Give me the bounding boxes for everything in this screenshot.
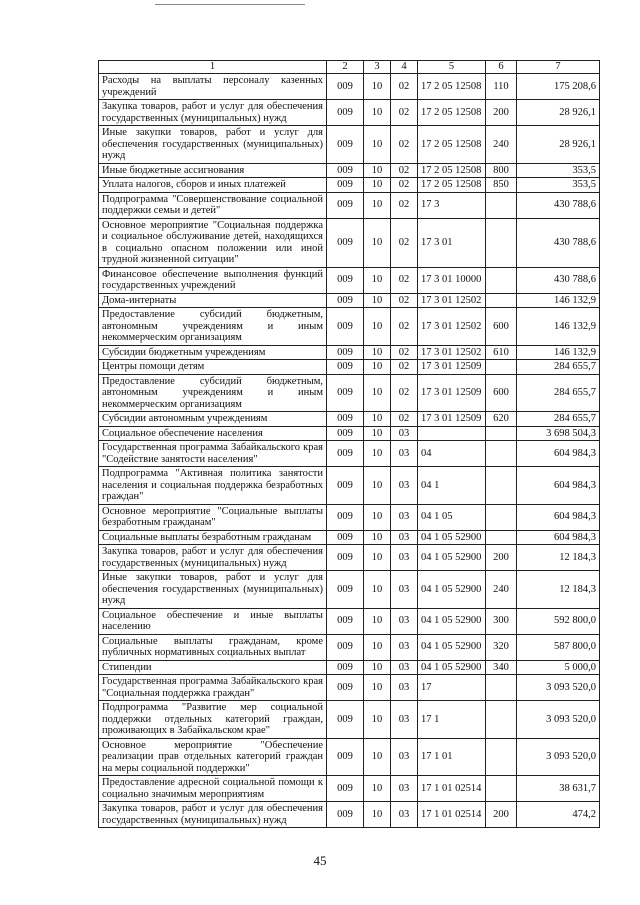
subsection-code-cell: 02	[391, 360, 418, 375]
target-article-cell: 17 3	[418, 192, 486, 218]
admin-code-cell: 009	[327, 163, 364, 178]
amount-cell: 3 093 520,0	[517, 675, 600, 701]
admin-code-cell: 009	[327, 374, 364, 412]
row-name-cell: Закупка товаров, работ и услуг для обеспечения государственных (муниципальных) нужд	[99, 802, 327, 828]
row-name-cell: Предоставление субсидий бюджетным, автономным учреждениям и иным некоммерческим организациям	[99, 308, 327, 346]
subsection-code-cell: 03	[391, 530, 418, 545]
section-code-cell: 10	[364, 126, 391, 164]
target-article-cell: 17 3 01 12502	[418, 293, 486, 308]
amount-cell: 175 208,6	[517, 74, 600, 100]
table-row	[99, 426, 600, 441]
amount-cell: 146 132,9	[517, 293, 600, 308]
row-name-cell: Закупка товаров, работ и услуг для обеспечения государственных (муниципальных) нужд	[99, 545, 327, 571]
expense-type-cell: 610	[486, 345, 517, 360]
amount-cell: 587 800,0	[517, 634, 600, 660]
expense-type-cell	[486, 467, 517, 505]
admin-code-cell: 009	[327, 218, 364, 267]
section-code-cell: 10	[364, 163, 391, 178]
admin-code-cell: 009	[327, 360, 364, 375]
amount-cell: 12 184,3	[517, 545, 600, 571]
table-row	[99, 467, 600, 505]
row-name-cell: Социальные выплаты безработным гражданам	[99, 530, 327, 545]
expense-type-cell: 200	[486, 545, 517, 571]
subsection-code-cell: 03	[391, 545, 418, 571]
section-code-cell: 10	[364, 192, 391, 218]
section-code-cell: 10	[364, 426, 391, 441]
target-article-cell: 04 1 05 52900	[418, 634, 486, 660]
target-article-cell: 17 1	[418, 701, 486, 739]
row-name-cell: Дома-интернаты	[99, 293, 327, 308]
expense-type-cell: 340	[486, 660, 517, 675]
amount-cell: 592 800,0	[517, 608, 600, 634]
row-name-cell: Социальное обеспечение и иные выплаты населению	[99, 608, 327, 634]
table-row	[99, 267, 600, 293]
target-article-cell: 04 1 05	[418, 504, 486, 530]
header-cell: 3	[364, 61, 391, 74]
amount-cell: 3 698 504,3	[517, 426, 600, 441]
table-row	[99, 776, 600, 802]
amount-cell: 5 000,0	[517, 660, 600, 675]
header-cell: 5	[418, 61, 486, 74]
amount-cell: 474,2	[517, 802, 600, 828]
subsection-code-cell: 02	[391, 100, 418, 126]
section-code-cell: 10	[364, 802, 391, 828]
target-article-cell: 17 3 01 12502	[418, 308, 486, 346]
expense-type-cell: 850	[486, 178, 517, 193]
amount-cell: 604 984,3	[517, 530, 600, 545]
expense-type-cell: 200	[486, 100, 517, 126]
section-code-cell: 10	[364, 634, 391, 660]
admin-code-cell: 009	[327, 802, 364, 828]
section-code-cell: 10	[364, 530, 391, 545]
admin-code-cell: 009	[327, 441, 364, 467]
subsection-code-cell: 02	[391, 374, 418, 412]
expense-type-cell	[486, 218, 517, 267]
subsection-code-cell: 03	[391, 660, 418, 675]
amount-cell: 3 093 520,0	[517, 701, 600, 739]
row-name-cell: Основное мероприятие "Социальные выплаты безработным гражданам"	[99, 504, 327, 530]
target-article-cell: 17 1 01 02514	[418, 776, 486, 802]
target-article-cell: 17 2 05 12508	[418, 100, 486, 126]
amount-cell: 146 132,9	[517, 308, 600, 346]
table-row	[99, 308, 600, 346]
row-name-cell: Подпрограмма "Совершенствование социальной поддержки семьи и детей"	[99, 192, 327, 218]
expense-type-cell: 110	[486, 74, 517, 100]
admin-code-cell: 009	[327, 608, 364, 634]
section-code-cell: 10	[364, 267, 391, 293]
row-name-cell: Подпрограмма "Развитие мер социальной поддержки отдельных категорий граждан, проживающих в Забайкальском крае"	[99, 701, 327, 739]
target-article-cell: 04 1 05 52900	[418, 571, 486, 609]
target-article-cell: 17 3 01 12509	[418, 412, 486, 427]
target-article-cell: 17 2 05 12508	[418, 178, 486, 193]
expense-type-cell: 800	[486, 163, 517, 178]
amount-cell: 430 788,6	[517, 267, 600, 293]
admin-code-cell: 009	[327, 530, 364, 545]
target-article-cell: 17 2 05 12508	[418, 126, 486, 164]
subsection-code-cell: 03	[391, 426, 418, 441]
table-body	[99, 74, 600, 828]
admin-code-cell: 009	[327, 467, 364, 505]
amount-cell: 284 655,7	[517, 360, 600, 375]
table-row	[99, 374, 600, 412]
subsection-code-cell: 02	[391, 293, 418, 308]
subsection-code-cell: 02	[391, 74, 418, 100]
admin-code-cell: 009	[327, 126, 364, 164]
table-row	[99, 545, 600, 571]
subsection-code-cell: 02	[391, 308, 418, 346]
admin-code-cell: 009	[327, 634, 364, 660]
expense-type-cell: 600	[486, 308, 517, 346]
subsection-code-cell: 03	[391, 608, 418, 634]
section-code-cell: 10	[364, 374, 391, 412]
admin-code-cell: 009	[327, 738, 364, 776]
amount-cell: 146 132,9	[517, 345, 600, 360]
target-article-cell: 17	[418, 675, 486, 701]
subsection-code-cell: 03	[391, 675, 418, 701]
subsection-code-cell: 03	[391, 571, 418, 609]
row-name-cell: Социальное обеспечение населения	[99, 426, 327, 441]
amount-cell: 28 926,1	[517, 126, 600, 164]
admin-code-cell: 009	[327, 504, 364, 530]
target-article-cell: 17 2 05 12508	[418, 163, 486, 178]
section-code-cell: 10	[364, 360, 391, 375]
table-row	[99, 192, 600, 218]
section-code-cell: 10	[364, 738, 391, 776]
subsection-code-cell: 02	[391, 267, 418, 293]
section-code-cell: 10	[364, 308, 391, 346]
row-name-cell: Социальные выплаты гражданам, кроме публичных нормативных социальных выплат	[99, 634, 327, 660]
section-code-cell: 10	[364, 608, 391, 634]
admin-code-cell: 009	[327, 100, 364, 126]
table-row	[99, 293, 600, 308]
row-name-cell: Субсидии бюджетным учреждениям	[99, 345, 327, 360]
subsection-code-cell: 02	[391, 412, 418, 427]
admin-code-cell: 009	[327, 675, 364, 701]
amount-cell: 3 093 520,0	[517, 738, 600, 776]
subsection-code-cell: 03	[391, 504, 418, 530]
expense-type-cell: 240	[486, 571, 517, 609]
row-name-cell: Уплата налогов, сборов и иных платежей	[99, 178, 327, 193]
section-code-cell: 10	[364, 74, 391, 100]
amount-cell: 28 926,1	[517, 100, 600, 126]
expense-type-cell: 300	[486, 608, 517, 634]
row-name-cell: Стипендии	[99, 660, 327, 675]
expense-type-cell	[486, 441, 517, 467]
table-row	[99, 412, 600, 427]
row-name-cell: Предоставление субсидий бюджетным, автономным учреждениям и иным некоммерческим организациям	[99, 374, 327, 412]
table-row	[99, 360, 600, 375]
subsection-code-cell: 03	[391, 441, 418, 467]
section-code-cell: 10	[364, 293, 391, 308]
row-name-cell: Субсидии автономным учреждениям	[99, 412, 327, 427]
subsection-code-cell: 03	[391, 802, 418, 828]
header-cell: 7	[517, 61, 600, 74]
amount-cell: 430 788,6	[517, 218, 600, 267]
target-article-cell: 17 3 01	[418, 218, 486, 267]
admin-code-cell: 009	[327, 426, 364, 441]
amount-cell: 284 655,7	[517, 374, 600, 412]
table-row	[99, 660, 600, 675]
expense-type-cell	[486, 192, 517, 218]
subsection-code-cell: 03	[391, 701, 418, 739]
expense-type-cell	[486, 504, 517, 530]
header-row	[99, 61, 600, 74]
amount-cell: 38 631,7	[517, 776, 600, 802]
table-row	[99, 634, 600, 660]
header-cell: 1	[99, 61, 327, 74]
section-code-cell: 10	[364, 545, 391, 571]
section-code-cell: 10	[364, 504, 391, 530]
admin-code-cell: 009	[327, 571, 364, 609]
top-rule	[155, 4, 305, 5]
table-row	[99, 126, 600, 164]
expense-type-cell: 620	[486, 412, 517, 427]
table-row	[99, 738, 600, 776]
admin-code-cell: 009	[327, 308, 364, 346]
subsection-code-cell: 03	[391, 738, 418, 776]
admin-code-cell: 009	[327, 776, 364, 802]
section-code-cell: 10	[364, 178, 391, 193]
section-code-cell: 10	[364, 100, 391, 126]
table-row	[99, 504, 600, 530]
target-article-cell: 04 1 05 52900	[418, 608, 486, 634]
target-article-cell: 04 1 05 52900	[418, 660, 486, 675]
table-row	[99, 345, 600, 360]
table-row	[99, 802, 600, 828]
row-name-cell: Подпрограмма "Активная политика занятости населения и социальная поддержка безработных граждан"	[99, 467, 327, 505]
expense-type-cell	[486, 267, 517, 293]
section-code-cell: 10	[364, 776, 391, 802]
expense-type-cell	[486, 530, 517, 545]
row-name-cell: Государственная программа Забайкальского края "Содействие занятости населения"	[99, 441, 327, 467]
amount-cell: 430 788,6	[517, 192, 600, 218]
row-name-cell: Финансовое обеспечение выполнения функций государственных учреждений	[99, 267, 327, 293]
subsection-code-cell: 02	[391, 218, 418, 267]
expense-type-cell	[486, 426, 517, 441]
subsection-code-cell: 02	[391, 192, 418, 218]
row-name-cell: Иные закупки товаров, работ и услуг для обеспечения государственных (муниципальных) нужд	[99, 571, 327, 609]
target-article-cell: 04 1 05 52900	[418, 530, 486, 545]
target-article-cell: 17 1 01	[418, 738, 486, 776]
table-row	[99, 530, 600, 545]
expense-type-cell	[486, 293, 517, 308]
header-cell: 4	[391, 61, 418, 74]
amount-cell: 604 984,3	[517, 441, 600, 467]
section-code-cell: 10	[364, 675, 391, 701]
target-article-cell	[418, 426, 486, 441]
section-code-cell: 10	[364, 218, 391, 267]
table-row	[99, 441, 600, 467]
section-code-cell: 10	[364, 467, 391, 505]
target-article-cell: 04	[418, 441, 486, 467]
table-row	[99, 701, 600, 739]
table-row	[99, 74, 600, 100]
admin-code-cell: 009	[327, 660, 364, 675]
subsection-code-cell: 02	[391, 126, 418, 164]
admin-code-cell: 009	[327, 74, 364, 100]
admin-code-cell: 009	[327, 345, 364, 360]
table-row	[99, 608, 600, 634]
expense-type-cell	[486, 701, 517, 739]
row-name-cell: Иные закупки товаров, работ и услуг для обеспечения государственных (муниципальных) нужд	[99, 126, 327, 164]
row-name-cell: Центры помощи детям	[99, 360, 327, 375]
section-code-cell: 10	[364, 660, 391, 675]
admin-code-cell: 009	[327, 412, 364, 427]
subsection-code-cell: 02	[391, 345, 418, 360]
expense-type-cell: 200	[486, 802, 517, 828]
target-article-cell: 17 3 01 12509	[418, 374, 486, 412]
amount-cell: 12 184,3	[517, 571, 600, 609]
target-article-cell: 17 2 05 12508	[418, 74, 486, 100]
section-code-cell: 10	[364, 571, 391, 609]
amount-cell: 353,5	[517, 163, 600, 178]
subsection-code-cell: 03	[391, 634, 418, 660]
admin-code-cell: 009	[327, 192, 364, 218]
page-number: 45	[313, 853, 327, 868]
target-article-cell: 17 3 01 12509	[418, 360, 486, 375]
section-code-cell: 10	[364, 345, 391, 360]
header-cell: 6	[486, 61, 517, 74]
expense-type-cell: 240	[486, 126, 517, 164]
table-row	[99, 675, 600, 701]
row-name-cell: Предоставление адресной социальной помощи к социально значимым мероприятиям	[99, 776, 327, 802]
subsection-code-cell: 03	[391, 776, 418, 802]
table-row	[99, 163, 600, 178]
expense-type-cell	[486, 776, 517, 802]
row-name-cell: Закупка товаров, работ и услуг для обеспечения государственных (муниципальных) нужд	[99, 100, 327, 126]
table-row	[99, 571, 600, 609]
table-row	[99, 218, 600, 267]
expense-type-cell: 320	[486, 634, 517, 660]
row-name-cell: Основное мероприятие "Обеспечение реализации прав отдельных категорий граждан на меры социальной поддержки"	[99, 738, 327, 776]
target-article-cell: 17 1 01 02514	[418, 802, 486, 828]
amount-cell: 604 984,3	[517, 467, 600, 505]
admin-code-cell: 009	[327, 545, 364, 571]
header-cell: 2	[327, 61, 364, 74]
amount-cell: 353,5	[517, 178, 600, 193]
section-code-cell: 10	[364, 441, 391, 467]
expense-type-cell	[486, 360, 517, 375]
expense-type-cell	[486, 675, 517, 701]
row-name-cell: Расходы на выплаты персоналу казенных учреждений	[99, 74, 327, 100]
admin-code-cell: 009	[327, 178, 364, 193]
admin-code-cell: 009	[327, 701, 364, 739]
subsection-code-cell: 02	[391, 163, 418, 178]
row-name-cell: Основное мероприятие "Социальная поддержка и социальное обслуживание детей, находящихся в социально опасном положении или иной трудной жизненной ситуации"	[99, 218, 327, 267]
row-name-cell: Иные бюджетные ассигнования	[99, 163, 327, 178]
amount-cell: 604 984,3	[517, 504, 600, 530]
admin-code-cell: 009	[327, 267, 364, 293]
section-code-cell: 10	[364, 701, 391, 739]
section-code-cell: 10	[364, 412, 391, 427]
target-article-cell: 17 3 01 12502	[418, 345, 486, 360]
target-article-cell: 04 1 05 52900	[418, 545, 486, 571]
expense-type-cell	[486, 738, 517, 776]
budget-table	[98, 60, 600, 828]
table-row	[99, 178, 600, 193]
subsection-code-cell: 03	[391, 467, 418, 505]
amount-cell: 284 655,7	[517, 412, 600, 427]
table-row	[99, 100, 600, 126]
target-article-cell: 17 3 01 10000	[418, 267, 486, 293]
subsection-code-cell: 02	[391, 178, 418, 193]
expense-type-cell: 600	[486, 374, 517, 412]
target-article-cell: 04 1	[418, 467, 486, 505]
admin-code-cell: 009	[327, 293, 364, 308]
row-name-cell: Государственная программа Забайкальского края "Социальная поддержка граждан"	[99, 675, 327, 701]
